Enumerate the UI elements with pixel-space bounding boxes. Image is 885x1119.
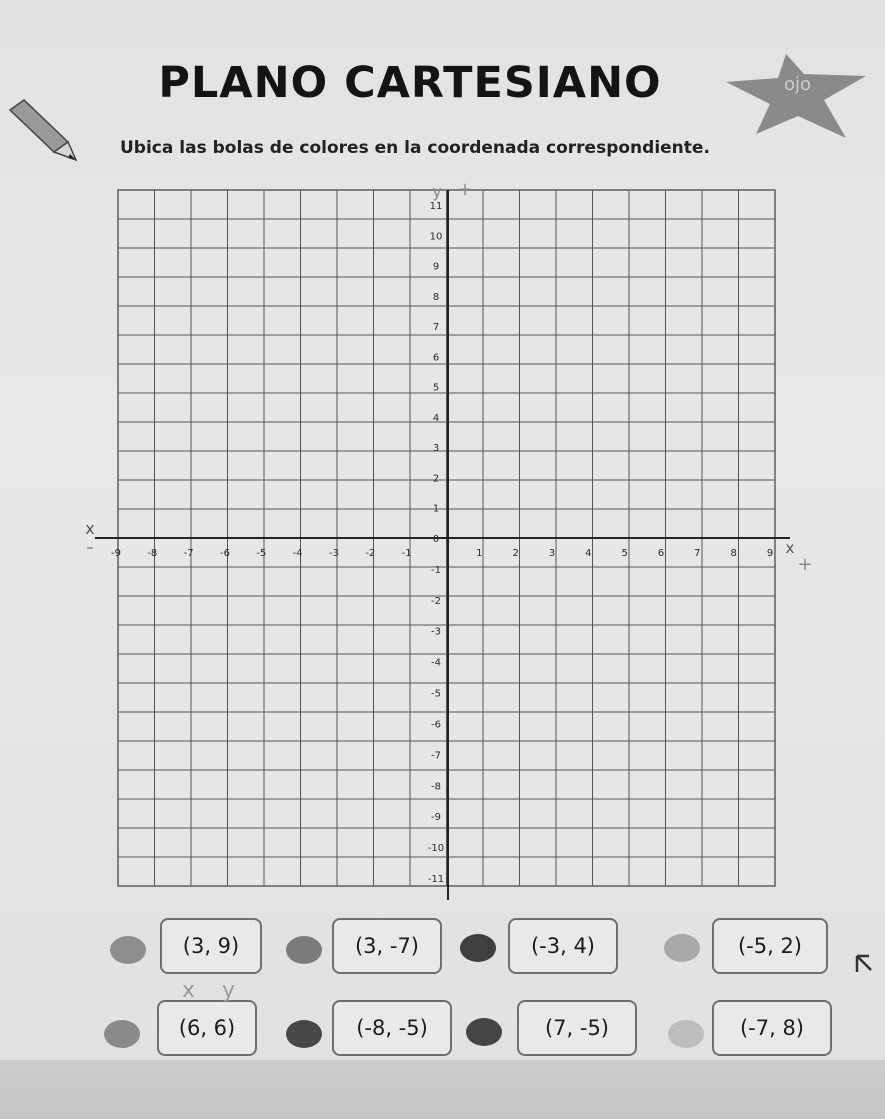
coordinate-pair-box: (-3, 4) [508,918,618,974]
y-tick-label: 5 [432,382,440,394]
color-ball [110,936,146,964]
y-tick-label: -8 [431,781,441,793]
x-tick-label: -4 [292,548,303,559]
color-ball [668,1020,704,1048]
x-tick-label: -7 [183,548,194,559]
color-ball [664,934,700,962]
color-ball [466,1018,502,1046]
color-ball [286,1020,322,1048]
coordinate-pair-box: (7, -5) [517,1000,637,1056]
y-tick-label: -4 [431,657,441,669]
x-tick-label: 1 [476,548,483,559]
x-tick-label: 8 [730,548,737,559]
y-tick-label: -3 [431,626,441,638]
x-tick-label: -5 [256,548,267,559]
y-tick-label: -1 [431,564,441,576]
y-tick-label: 8 [432,291,440,303]
svg-text:ojo: ojo [784,74,812,95]
y-tick-label: -6 [431,719,441,731]
y-tick-label: -5 [431,688,441,700]
coordinate-pair-box: (6, 6) [157,1000,257,1056]
x-neg-axis-label: x [85,519,95,538]
y-tick-label: 10 [429,231,443,243]
x-tick-label: -9 [111,548,121,559]
y-tick-label: -10 [427,843,445,855]
handwritten-note: x y [182,978,246,1003]
x-plus-sign: + [797,554,813,575]
color-ball [286,936,322,964]
x-tick-label: -2 [365,548,376,559]
cursor-arrow-icon [853,952,875,974]
page-title: PLANO CARTESIANO [158,58,662,108]
x-tick-label: -8 [147,548,158,559]
coordinate-pair-box: (-7, 8) [712,1000,832,1056]
y-plus-sign: + [457,179,473,200]
x-tick-label: -1 [401,548,412,559]
y-tick-label: 9 [432,261,440,273]
x-axis-label: x [785,539,795,557]
x-tick-label: 4 [585,548,592,559]
y-tick-label: 0 [432,534,440,545]
y-tick-label: 3 [432,443,440,455]
instruction-text: Ubica las bolas de colores en la coordenada correspondiente. [120,138,710,158]
y-tick-label: 4 [432,412,440,424]
x-tick-label: 7 [694,548,701,559]
y-tick-label: 7 [432,322,440,334]
y-tick-label: -9 [431,812,441,824]
color-ball [460,934,496,962]
y-tick-label: -7 [431,750,441,762]
y-tick-label: 11 [429,201,443,212]
x-tick-label: 3 [548,548,556,559]
y-tick-label: -11 [427,874,445,885]
x-tick-label: 9 [766,548,774,559]
coordinate-pair-box: (3, -7) [332,918,442,974]
color-ball [104,1020,140,1048]
x-tick-label: 5 [621,548,628,559]
y-axis-label: y [432,182,442,201]
coordinate-pair-box: (-8, -5) [332,1000,452,1056]
x-tick-label: -6 [220,548,230,559]
x-tick-label: -3 [329,548,339,559]
x-tick-label: 6 [657,548,665,559]
y-tick-label: 2 [432,473,440,485]
y-tick-label: -2 [431,595,441,607]
x-tick-label: 2 [512,548,519,559]
y-tick-label: 1 [432,503,440,515]
x-minus-sign: – [86,540,94,556]
coordinate-pair-box: (3, 9) [160,918,262,974]
coordinate-pair-box: (-5, 2) [712,918,828,974]
y-tick-label: 6 [432,352,440,364]
